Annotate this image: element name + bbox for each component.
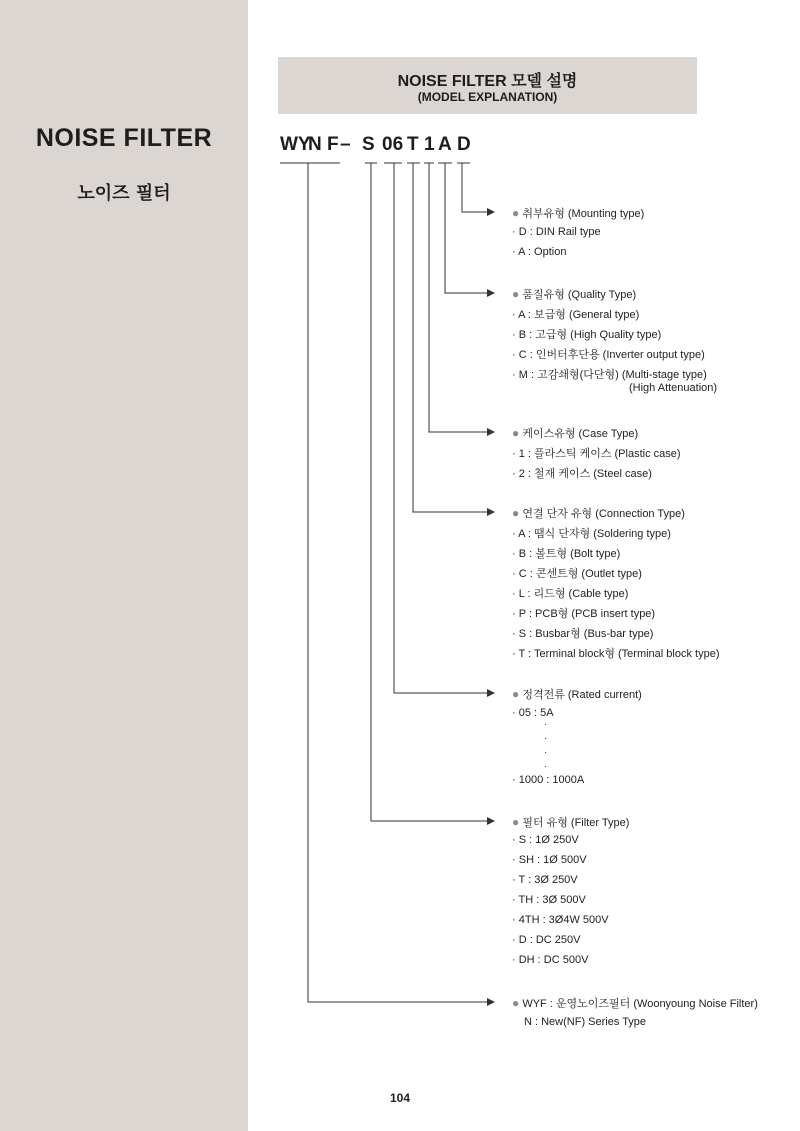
section-title-text: WYF : 운영노이즈필터 (Woonyoung Noise Filter): [522, 998, 758, 1010]
bullet-icon: ●: [512, 426, 520, 440]
item-prefix: ·: [512, 608, 519, 620]
section-mounting-item: [512, 226, 601, 238]
item-text: 05 : 5A: [518, 707, 554, 719]
section-connection-item: [512, 585, 628, 601]
code-part-wy: WY: [280, 134, 311, 155]
code-part-mounting: D: [457, 134, 471, 155]
item-text: 2 : 철재 케이스 (Steel case): [518, 468, 652, 480]
item-text: 1 : 플라스틱 케이스 (Plastic case): [518, 448, 681, 460]
sidebar-title: NOISE FILTER: [35, 124, 213, 152]
item-text: DH : DC 500V: [518, 954, 589, 966]
item-text: C : 콘센트형 (Outlet type): [518, 568, 642, 580]
section-title-text: 필터 유형 (Filter Type): [522, 817, 630, 829]
item-prefix: ·: [512, 854, 519, 866]
item-prefix: ·: [512, 707, 519, 719]
section-title-text: 정격전류 (Rated current): [522, 689, 642, 701]
section-current-item: [512, 774, 584, 786]
code-part-current: 06: [382, 134, 404, 155]
item-prefix: ·: [512, 329, 519, 341]
bullet-icon: ●: [512, 996, 520, 1010]
item-text: P : PCB형 (PCB insert type): [518, 608, 656, 620]
page-number: 104: [389, 1091, 411, 1105]
item-prefix: ·: [512, 774, 519, 786]
item-prefix: ·: [512, 369, 519, 381]
code-part-filter-type: S: [362, 134, 375, 155]
section-quality-continuation: (High Attenuation): [629, 382, 718, 394]
bullet-icon: ●: [512, 287, 520, 301]
section-current-item: [512, 707, 554, 719]
section-quality-item: [512, 326, 661, 342]
item-prefix: ·: [512, 914, 519, 926]
section-filter-item: [512, 934, 580, 946]
item-prefix: ·: [512, 648, 519, 660]
item-prefix: ·: [512, 894, 519, 906]
item-prefix: ·: [512, 349, 519, 361]
item-prefix: ·: [512, 468, 519, 480]
item-text: B : 볼트형 (Bolt type): [518, 548, 621, 560]
section-mounting-item: [512, 246, 566, 258]
section-case-item: [512, 445, 681, 461]
item-text: S : Busbar형 (Bus-bar type): [518, 628, 654, 640]
item-text: A : Option: [518, 246, 567, 258]
section-filter-item: [512, 914, 609, 926]
section-connection-item: [512, 565, 642, 581]
item-text: 1000 : 1000A: [518, 774, 585, 786]
item-prefix: ·: [512, 309, 519, 321]
item-prefix: ·: [512, 588, 519, 600]
item-prefix: ·: [512, 834, 519, 846]
section-filter-item: [512, 874, 578, 886]
section-quality-title: [512, 286, 636, 302]
item-prefix: ·: [512, 628, 519, 640]
bullet-icon: ●: [512, 815, 520, 829]
section-connection-item: [512, 605, 655, 621]
item-text: T : 3Ø 250V: [518, 874, 578, 886]
item-prefix: ·: [512, 528, 519, 540]
header-subtitle: (MODEL EXPLANATION): [417, 90, 558, 104]
section-case-title: [512, 425, 638, 441]
item-text: C : 인버터후단용 (Inverter output type): [518, 349, 705, 361]
item-prefix: ·: [512, 246, 519, 258]
item-prefix: ·: [512, 568, 519, 580]
section-brand-item: N : New(NF) Series Type: [524, 1016, 647, 1028]
item-text: L : 리드형 (Cable type): [518, 588, 629, 600]
section-current-title: [512, 686, 642, 702]
section-connection-title: [512, 505, 685, 521]
section-filter-item: [512, 834, 579, 846]
section-quality-item: [512, 366, 707, 382]
code-part-connection: T: [407, 134, 419, 155]
section-filter-item: [512, 854, 587, 866]
section-title-text: 취부유형 (Mounting type): [522, 208, 645, 220]
ellipsis-dots: · · · ·: [544, 719, 548, 772]
section-title-text: 케이스유형 (Case Type): [522, 428, 639, 440]
section-connection-item: [512, 545, 620, 561]
item-text: A : 땜식 단자형 (Soldering type): [518, 528, 671, 540]
item-text: 4TH : 3Ø4W 500V: [518, 914, 609, 926]
code-part-quality: A: [438, 134, 452, 155]
section-filter-item: [512, 954, 588, 966]
item-text: D : DC 250V: [518, 934, 581, 946]
section-quality-item: [512, 346, 705, 362]
item-prefix: ·: [512, 226, 519, 238]
item-text: M : 고감쇄형(다단형) (Multi-stage type): [518, 369, 707, 381]
item-text: D : DIN Rail type: [518, 226, 601, 238]
item-text: SH : 1Ø 500V: [518, 854, 587, 866]
section-title-text: 연결 단자 유형 (Connection Type): [522, 508, 685, 520]
section-case-item: [512, 465, 652, 481]
item-text: A : 보급형 (General type): [518, 309, 640, 321]
header-title: NOISE FILTER 모델 설명: [397, 73, 578, 90]
sidebar-subtitle: 노이즈 필터: [77, 183, 171, 204]
section-filter-item: [512, 894, 586, 906]
item-prefix: ·: [512, 954, 519, 966]
section-mounting-title: [512, 205, 644, 221]
section-quality-item: [512, 306, 639, 322]
item-prefix: ·: [512, 934, 519, 946]
section-connection-item: [512, 525, 671, 541]
item-prefix: ·: [512, 448, 519, 460]
section-connection-item: [512, 645, 719, 661]
section-filter-title: [512, 814, 629, 830]
code-part-nf: N F: [308, 134, 339, 155]
bullet-icon: ●: [512, 206, 520, 220]
item-text: TH : 3Ø 500V: [518, 894, 586, 906]
item-text: S : 1Ø 250V: [518, 834, 579, 846]
code-part-dash: –: [340, 134, 351, 155]
bullet-icon: ●: [512, 687, 520, 701]
section-brand-title: [512, 995, 758, 1011]
item-text: T : Terminal block형 (Terminal block type): [518, 648, 720, 660]
item-text: B : 고급형 (High Quality type): [518, 329, 662, 341]
item-prefix: ·: [512, 548, 519, 560]
code-part-case: 1: [424, 134, 435, 155]
item-prefix: ·: [512, 874, 519, 886]
bullet-icon: ●: [512, 506, 520, 520]
section-connection-item: [512, 625, 653, 641]
section-title-text: 품질유형 (Quality Type): [522, 289, 637, 301]
